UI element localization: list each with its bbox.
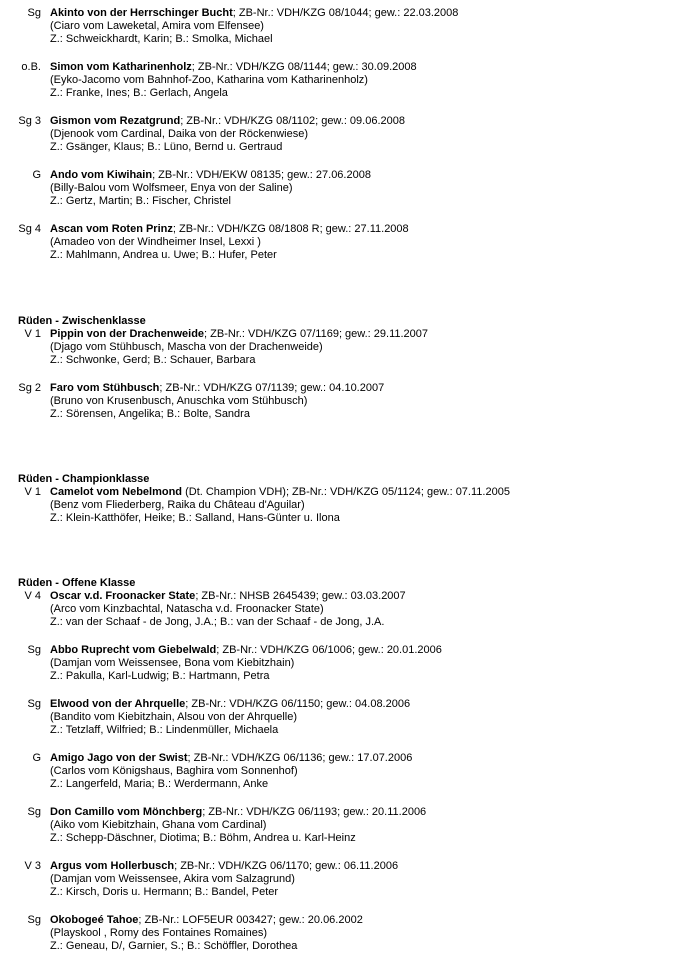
dog-entry [0,644,690,683]
dog-name: Okobogeé Tahoe [50,914,139,926]
dog-registration: ; ZB-Nr.: VDH/KZG 07/1169; gew.: 29.11.2007 [204,328,429,340]
dog-registration: ; ZB-Nr.: VDH/KZG 07/1139; gew.: 04.10.2007 [159,382,385,394]
dog-registration: ; ZB-Nr.: LOF5EUR 003427; gew.: 20.06.2002 [138,914,363,926]
dog-name: Argus vom Hollerbusch [50,860,175,872]
grade-label: V 1 [24,328,41,340]
grade-label: o.B. [21,61,41,73]
dog-parents: (Bandito vom Kiebitzhain, Alsou von der Ahrquelle) [50,711,298,723]
dog-name: Faro vom Stühbusch [50,382,160,394]
grade-label: Sg [27,7,41,19]
dog-name: Ando vom Kiwihain [50,169,153,181]
grade-label: Sg 3 [18,115,41,127]
dog-entry [0,752,690,791]
section-heading: Rüden - Championklasse [18,473,150,485]
dog-name: Camelot vom Nebelmond [50,486,183,498]
dog-entry [0,169,690,208]
dog-parents: (Damjan vom Weissensee, Bona vom Kiebitzhain) [50,657,295,669]
dog-breeder-owner: Z.: Pakulla, Karl-Ludwig; B.: Hartmann, Petra [50,670,270,682]
grade-label: Sg [27,698,41,710]
dog-parents: (Eyko-Jacomo vom Bahnhof-Zoo, Katharina vom Katharinenholz) [50,74,368,86]
grade-label: G [32,169,41,181]
grade-label: V 1 [24,486,41,498]
dog-breeder-owner: Z.: Gsänger, Klaus; B.: Lüno, Bernd u. Gertraud [50,141,283,153]
dog-parents: (Arco vom Kinzbachtal, Natascha v.d. Froonacker State) [50,603,324,615]
dog-name: Ascan vom Roten Prinz [50,223,173,235]
dog-parents: (Ciaro vom Laweketal, Amira vom Elfensee) [50,20,264,32]
dog-name: Pippin von der Drachenweide [50,328,205,340]
dog-entry [0,382,690,421]
dog-name: Simon vom Katharinenholz [50,61,192,73]
dog-breeder-owner: Z.: Tetzlaff, Wilfried; B.: Lindenmüller, Michaela [50,724,279,736]
dog-name: Abbo Ruprecht vom Giebelwald [50,644,217,656]
dog-breeder-owner: Z.: van der Schaaf - de Jong, J.A.; B.: van der Schaaf - de Jong, J.A. [50,616,385,628]
dog-breeder-owner: Z.: Schwonke, Gerd; B.: Schauer, Barbara [50,354,256,366]
dog-registration: ; ZB-Nr.: VDH/KZG 08/1144; gew.: 30.09.2008 [191,61,417,73]
grade-label: G [32,752,41,764]
dog-breeder-owner: Z.: Mahlmann, Andrea u. Uwe; B.: Hufer, Peter [50,249,277,261]
dog-breeder-owner: Z.: Klein-Katthöfer, Heike; B.: Salland, Hans-Günter u. Ilona [50,512,340,524]
section-heading: Rüden - Offene Klasse [18,577,136,589]
dog-breeder-owner: Z.: Langerfeld, Maria; B.: Werdermann, Anke [50,778,269,790]
dog-entry [0,698,690,737]
grade-label: Sg [27,644,41,656]
dog-name: Don Camillo vom Mönchberg [50,806,203,818]
dog-registration: ; ZB-Nr.: VDH/KZG 06/1136; gew.: 17.07.2006 [187,752,413,764]
dog-breeder-owner: Z.: Sörensen, Angelika; B.: Bolte, Sandra [50,408,250,420]
grade-label: Sg [27,806,41,818]
dog-breeder-owner: Z.: Geneau, D/, Garnier, S.; B.: Schöffler, Dorothea [50,940,298,952]
dog-registration: ; ZB-Nr.: VDH/EKW 08135; gew.: 27.06.2008 [152,169,371,181]
dog-breeder-owner: Z.: Schepp-Däschner, Diotima; B.: Böhm, Andrea u. Karl-Heinz [50,832,356,844]
dog-name: Elwood von der Ahrquelle [50,698,186,710]
dog-parents: (Playskool , Romy des Fontaines Romaines) [50,927,268,939]
dog-parents: (Aiko vom Kiebitzhain, Ghana vom Cardinal) [50,819,267,831]
dog-entry [0,806,690,845]
dog-registration: ; ZB-Nr.: VDH/KZG 06/1006; gew.: 20.01.2006 [216,644,442,656]
dog-entry [0,914,690,953]
dog-registration: ; ZB-Nr.: VDH/KZG 06/1193; gew.: 20.11.2006 [202,806,427,818]
section-heading: Rüden - Zwischenklasse [18,315,146,327]
dog-name: Akinto von der Herrschinger Bucht [50,7,233,19]
dog-name: Gismon vom Rezatgrund [50,115,181,127]
dog-entry [0,61,690,100]
dog-registration: ; ZB-Nr.: VDH/KZG 08/1102; gew.: 09.06.2008 [180,115,405,127]
dog-entry [0,115,690,154]
dog-entry [0,486,690,525]
dog-registration: ; ZB-Nr.: VDH/KZG 06/1150; gew.: 04.08.2006 [185,698,411,710]
dog-parents: (Damjan vom Weissensee, Akira vom Salzagrund) [50,873,295,885]
dog-parents: (Bruno von Krusenbusch, Anuschka vom Stühbusch) [50,395,308,407]
grade-label: Sg 2 [18,382,41,394]
dog-name: Oscar v.d. Froonacker State [50,590,196,602]
dog-breeder-owner: Z.: Kirsch, Doris u. Hermann; B.: Bandel, Peter [50,886,279,898]
grade-label: Sg [27,914,41,926]
dog-entry [0,590,690,629]
dog-breeder-owner: Z.: Gertz, Martin; B.: Fischer, Christel [50,195,231,207]
dog-breeder-owner: Z.: Franke, Ines; B.: Gerlach, Angela [50,87,228,99]
dog-breeder-owner: Z.: Schweickhardt, Karin; B.: Smolka, Michael [50,33,273,45]
dog-entry [0,860,690,899]
dog-parents: (Benz vom Fliederberg, Raika du Château d'Aguilar) [50,499,305,511]
dog-entry [0,7,690,46]
dog-parents: (Carlos vom Königshaus, Baghira vom Sonnenhof) [50,765,298,777]
dog-parents: (Billy-Balou vom Wolfsmeer, Enya von der Saline) [50,182,293,194]
dog-parents: (Djenook vom Cardinal, Daika von der Röckenwiese) [50,128,309,140]
grade-label: V 3 [24,860,41,872]
dog-parents: (Djago vom Stühbusch, Mascha von der Drachenweide) [50,341,323,353]
dog-parents: (Amadeo von der Windheimer Insel, Lexxi ) [50,236,261,248]
dog-registration: (Dt. Champion VDH); ZB-Nr.: VDH/KZG 05/1124; gew.: 07.11.2005 [182,486,510,498]
dog-registration: ; ZB-Nr.: VDH/KZG 06/1170; gew.: 06.11.2006 [174,860,399,872]
grade-label: Sg 4 [18,223,41,235]
dog-entry [0,328,690,367]
dog-registration: ; ZB-Nr.: VDH/KZG 08/1808 R; gew.: 27.11.2008 [172,223,409,235]
dog-registration: ; ZB-Nr.: NHSB 2645439; gew.: 03.03.2007 [195,590,406,602]
grade-label: V 4 [24,590,41,602]
dog-entry [0,223,690,262]
dog-registration: ; ZB-Nr.: VDH/KZG 08/1044; gew.: 22.03.2008 [232,7,459,19]
dog-name: Amigo Jago von der Swist [50,752,188,764]
